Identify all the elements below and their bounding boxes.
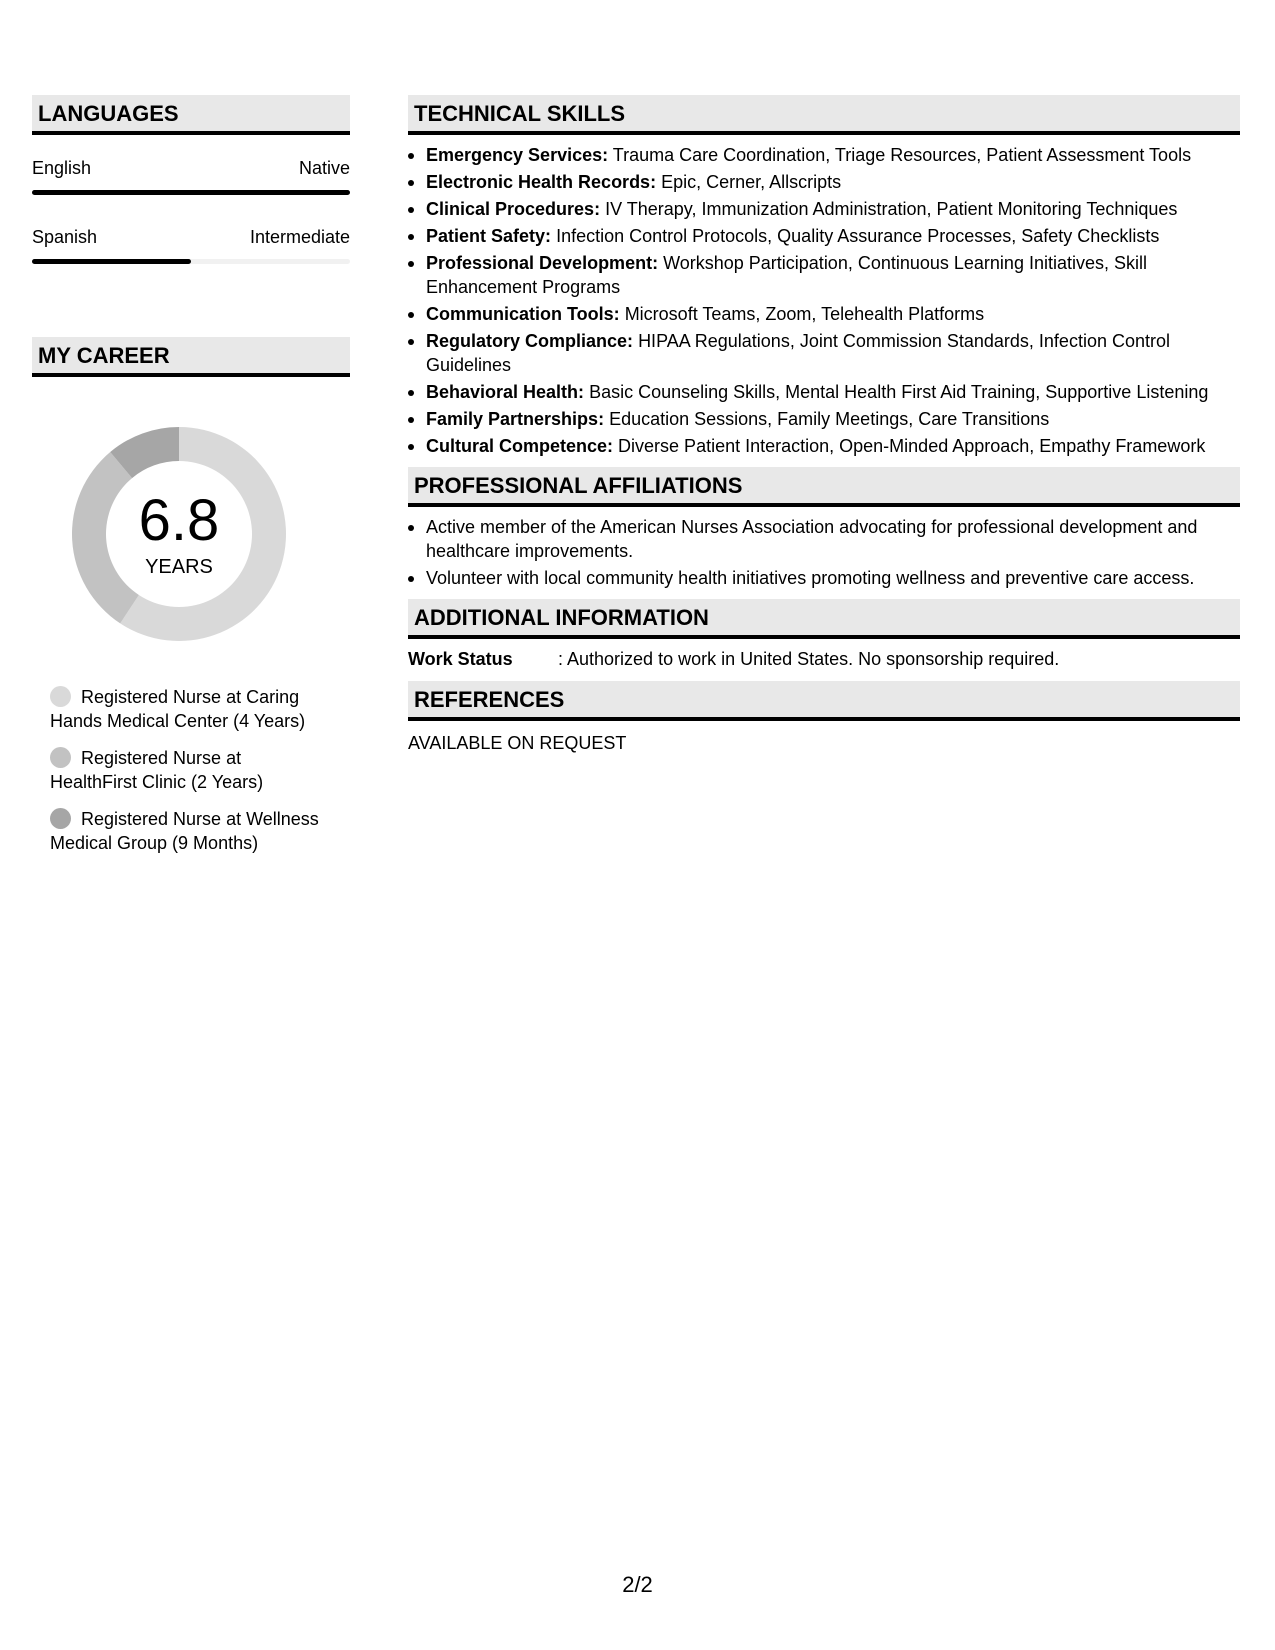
skill-details: Diverse Patient Interaction, Open-Minded Approach, Empathy Framework <box>618 436 1206 456</box>
skill-details: HIPAA Regulations, Joint Commission Standards, Infection Control Guidelines <box>426 331 1170 375</box>
work-status-row <box>408 647 1240 671</box>
skill-category: Patient Safety: <box>426 226 552 246</box>
language-proficiency-fill <box>32 190 350 195</box>
left-column <box>32 95 350 868</box>
language-level: Native <box>298 158 350 178</box>
career-total-unit: YEARS <box>145 556 213 578</box>
affiliation-item: Active member of the American Nurses Association advocating for professional development and healthcare improvements. <box>408 515 1240 563</box>
skill-category: Electronic Health Records: <box>426 172 657 192</box>
language-name: English <box>32 158 92 178</box>
legend-dot-icon <box>50 808 71 829</box>
skill-details: Basic Counseling Skills, Mental Health First Aid Training, Supportive Listening <box>589 382 1209 402</box>
references-text: AVAILABLE ON REQUEST <box>408 733 627 753</box>
skill-category: Emergency Services: <box>426 145 609 165</box>
career-donut-chart <box>66 421 292 647</box>
skill-details: Infection Control Protocols, Quality Assurance Processes, Safety Checklists <box>556 226 1160 246</box>
skill-details: IV Therapy, Immunization Administration, Patient Monitoring Techniques <box>605 199 1178 219</box>
legend-label: Registered Nurse at HealthFirst Clinic (2 Years) <box>50 748 264 792</box>
skill-item <box>408 380 1240 404</box>
skill-category: Professional Development: <box>426 253 659 273</box>
skill-category: Cultural Competence: <box>426 436 614 456</box>
languages-heading: LANGUAGES <box>32 95 350 135</box>
legend-item <box>50 746 330 794</box>
skill-item <box>408 434 1240 458</box>
language-name: Spanish <box>32 227 98 247</box>
skill-details: Education Sessions, Family Meetings, Care Transitions <box>609 409 1050 429</box>
career-legend <box>50 685 330 855</box>
work-status-label: Work Status <box>408 649 513 669</box>
career-heading: MY CAREER <box>32 337 350 377</box>
page-number: 2/2 <box>622 1572 653 1597</box>
skill-item <box>408 302 1240 326</box>
skill-item <box>408 143 1240 167</box>
donut-center <box>66 421 292 647</box>
language-proficiency-bar <box>32 259 350 264</box>
language-proficiency-fill <box>32 259 191 264</box>
right-column <box>408 95 1240 755</box>
skill-item <box>408 197 1240 221</box>
skill-details: Trauma Care Coordination, Triage Resources, Patient Assessment Tools <box>612 145 1192 165</box>
skill-category: Regulatory Compliance: <box>426 331 634 351</box>
legend-dot-icon <box>50 686 71 707</box>
affiliations-heading: PROFESSIONAL AFFILIATIONS <box>408 467 1240 507</box>
technical-skills-heading: TECHNICAL SKILLS <box>408 95 1240 135</box>
legend-item <box>50 807 330 855</box>
language-item <box>32 157 350 195</box>
work-status-value: : Authorized to work in United States. No sponsorship required. <box>558 649 1060 669</box>
references-heading: REFERENCES <box>408 681 1240 721</box>
skill-item <box>408 251 1240 299</box>
affiliations-list <box>408 515 1240 590</box>
skill-category: Family Partnerships: <box>426 409 605 429</box>
skill-category: Clinical Procedures: <box>426 199 601 219</box>
language-item <box>32 226 350 264</box>
skill-details: Microsoft Teams, Zoom, Telehealth Platforms <box>624 304 985 324</box>
language-proficiency-bar <box>32 190 350 195</box>
skill-item <box>408 170 1240 194</box>
technical-skills-list <box>408 143 1240 458</box>
skill-details: Workshop Participation, Continuous Learning Initiatives, Skill Enhancement Programs <box>426 253 1147 297</box>
legend-dot-icon <box>50 747 71 768</box>
skill-details: Epic, Cerner, Allscripts <box>661 172 842 192</box>
legend-label: Registered Nurse at Wellness Medical Group (9 Months) <box>50 809 319 853</box>
skill-item <box>408 224 1240 248</box>
career-total-value: 6.8 <box>138 488 220 553</box>
skill-category: Behavioral Health: <box>426 382 585 402</box>
skill-item <box>408 329 1240 377</box>
legend-label: Registered Nurse at Caring Hands Medical Center (4 Years) <box>50 687 306 731</box>
additional-info-heading: ADDITIONAL INFORMATION <box>408 599 1240 639</box>
legend-item <box>50 685 330 733</box>
skill-category: Communication Tools: <box>426 304 620 324</box>
language-level: Intermediate <box>249 227 350 247</box>
affiliation-item: Volunteer with local community health initiatives promoting wellness and preventive care access. <box>408 566 1240 590</box>
skill-item <box>408 407 1240 431</box>
